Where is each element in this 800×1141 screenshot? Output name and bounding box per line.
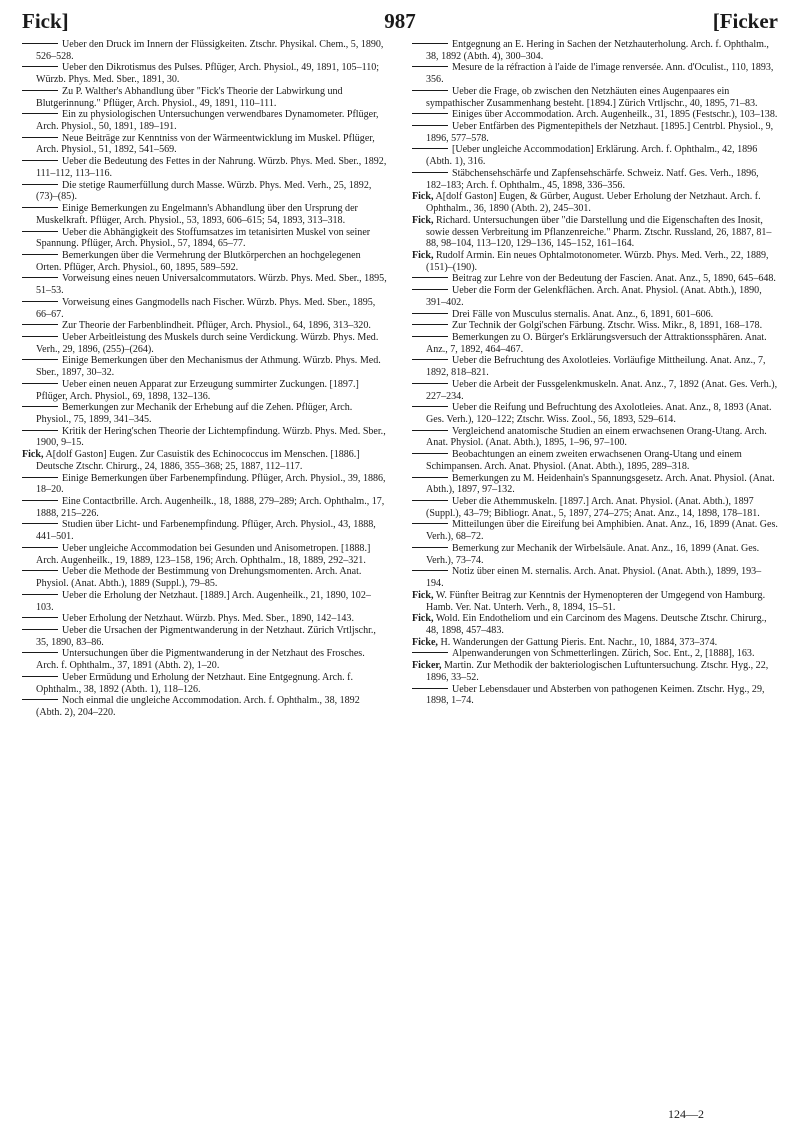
entry-text: Ueber den Dikrotismus des Pulses. Pflüger, Arch. Physiol., 49, 1891, 105–110; Würzb. Phys. Med. Sber., 1891, 30. [36,62,380,86]
bibliography-entry [412,121,778,144]
bibliography-entry [412,215,778,250]
ditto-dash [22,231,58,232]
bibliography-entry [412,285,778,308]
entry-text: Einige Bemerkungen zu Engelmann's Abhandlung über den Ursprung der Muskelkraft. Pflüger, Arch. Physiol., 53, 1893, 606–615; 54, 1893, 313–318. [36,203,358,226]
entry-text: Bemerkungen zu O. Bürger's Erklärungsversuch der Attraktionssphären. Anat. Anz., 7, 1892, 464–467. [426,331,767,355]
ditto-dash [22,523,58,524]
bibliography-entry [22,566,388,589]
entry-text: Eine Contactbrille. Arch. Augenheilk., 18, 1888, 279–289; Arch. Ophthalm., 17, 1888, 215–226. [36,496,385,519]
bibliography-entry [22,133,388,156]
ditto-dash [412,172,448,173]
bibliography-entry [412,590,778,613]
bibliography-entry [22,496,388,519]
ditto-dash [22,500,58,501]
author-surname: Fick, [412,191,434,203]
ditto-dash [22,113,58,114]
entry-text: Ueber die Befruchtung des Axolotleies. Vorläufige Mittheilung. Anat. Anz., 7, 1892, 818–821. [426,355,766,379]
bibliography-entry [412,473,778,496]
page-number: 987 [384,9,416,33]
ditto-dash [412,336,448,337]
ditto-dash [22,301,58,302]
bibliography-entry [22,648,388,671]
ditto-dash [412,430,448,431]
bibliography-entry [22,613,388,625]
entry-text: Stäbchensehschärfe und Zapfensehschärfe. Schweiz. Natf. Ges. Verh., 1896, 182–183; Arch. f. Ophthalm., 45, 1898, 336–356. [426,167,759,191]
author-surname: Ficker, [412,660,442,672]
ditto-dash [22,430,58,431]
bibliography-entry [412,648,778,660]
ditto-dash [22,406,58,407]
entry-text: Zur Theorie der Farbenblindheit. Pflüger, Arch. Physiol., 64, 1896, 313–320. [62,320,371,332]
entry-text: H. Wanderungen der Gattung Pieris. Ent. Nachr., 10, 1884, 373–374. [440,636,718,648]
bibliography-entry [412,566,778,589]
entry-text: A[dolf Gaston] Eugen, & Gürber, August. Ueber Erholung der Netzhaut. Arch. f. Ophthalm., 36, 1890 (Abth. 2), 245–301. [426,191,761,215]
ditto-dash [412,277,448,278]
entry-text: Neue Beiträge zur Kenntniss von der Wärmeentwicklung im Muskel. Pflüger, Arch. Physiol., 51, 1892, 541–569. [36,132,375,156]
entry-text: Ueber die Athemmuskeln. [1897.] Arch. Anat. Physiol. (Anat. Abth.), 1897 (Suppl.), 43–79; Bibliogr. Anat., 5, 1897, 274–275; Anat. Anz., 14, 1898, 178–181. [426,496,760,519]
bibliography-entry [22,250,388,273]
entry-text: Martin. Zur Methodik der bakteriologischen Luftuntersuchung. Ztschr. Hyg., 22, 1896, 33–52. [426,660,769,683]
entry-text: Ueber die Abhängigkeit des Stoffumsatzes im tetanisirten Muskel von seiner Spannung. Pflüger, Arch. Physiol., 57, 1894, 65–77. [36,226,371,250]
entry-text: Mitteilungen über die Eireifung bei Amphibien. Anat. Anz., 16, 1899 (Anat. Ges. Verh.), 68–72. [426,519,778,543]
ditto-dash [22,90,58,91]
ditto-dash [412,113,448,114]
entry-text: Untersuchungen über die Pigmentwanderung in der Netzhaut des Frosches. Arch. f. Ophthalm., 37, 1891 (Abth. 2), 1–20. [36,648,365,672]
ditto-dash [412,500,448,501]
entry-text: Kritik der Hering'schen Theorie der Lichtempfindung. Würzb. Phys. Med. Sber., 1900, 9–15. [36,425,386,449]
bibliography-entry [412,39,778,62]
bibliography-entry [412,496,778,519]
bibliography-entry [412,379,778,402]
entry-text: Notiz über einen M. sternalis. Arch. Anat. Physiol. (Anat. Abth.), 1899, 193–194. [426,566,762,590]
author-surname: Fick, [412,249,434,261]
bibliography-entry [22,695,388,718]
bibliography-entry [412,191,778,214]
entry-text: Rudolf Armin. Ein neues Ophtalmotonometer. Würzb. Phys. Med. Verh., 22, 1889, (151)–(190). [426,249,769,273]
bibliography-entry [22,273,388,296]
entry-text: Ueber Entfärben des Pigmentepithels der Netzhaut. [1895.] Centrbl. Physiol., 9, 1896, 577–578. [426,121,774,144]
entry-text: Wold. Ein Endotheliom und ein Carcinom des Magens. Deutsche Ztschr. Chirurg., 48, 1898, 457–483. [426,613,767,636]
bibliography-entry [412,332,778,355]
ditto-dash [22,547,58,548]
bibliography-entry [412,62,778,85]
entry-text: Bemerkungen über die Vermehrung der Blutkörperchen an hochgelegenen Orten. Pflüger, Arch. Physiol., 60, 1895, 589–592. [36,249,361,273]
bibliography-entry [412,613,778,636]
entry-text: Ueber Arbeitleistung des Muskels durch seine Verdickung. Würzb. Phys. Med. Verh., 29, 1896, (255)–(264). [36,331,379,355]
bibliography-entry [412,309,778,321]
header-left-name: Fick] [22,9,69,33]
entry-text: Studien über Licht- und Farbenempfindung. Pflüger, Arch. Physiol., 43, 1888, 441–501. [36,519,376,543]
ditto-dash [412,383,448,384]
ditto-dash [412,477,448,478]
bibliography-entry [22,203,388,226]
entry-text: Bemerkung zur Mechanik der Wirbelsäule. Anat. Anz., 16, 1899 (Anat. Ges. Verh.), 73–74. [426,542,760,566]
bibliography-entry [22,379,388,402]
entry-text: Ueber den Druck im Innern der Flüssigkeiten. Ztschr. Physikal. Chem., 5, 1890, 526–528. [36,39,384,62]
bibliography-entry [22,320,388,332]
bibliography-entry [412,402,778,425]
entry-text: Ueber Ermüdung und Erholung der Netzhaut. Eine Entgegnung. Arch. f. Ophthalm., 38, 1892 (Abth. 1), 118–126. [36,671,354,695]
entry-text: Ueber die Erholung der Netzhaut. [1889.] Arch. Augenheilk., 21, 1890, 102–103. [36,589,371,613]
bibliography-entry [22,426,388,449]
ditto-dash [22,617,58,618]
bibliography-entry [412,109,778,121]
entry-text: Beitrag zur Lehre von der Bedeutung der Fascien. Anat. Anz., 5, 1890, 645–648. [452,273,776,285]
bibliography-entry [412,168,778,191]
entry-text: Einige Bemerkungen über den Mechanismus der Athmung. Würzb. Phys. Med. Sber., 1897, 30–32. [36,355,381,379]
left-column [22,39,388,719]
entry-text: Drei Fälle von Musculus sternalis. Anat. Anz., 6, 1891, 601–606. [452,308,714,320]
entry-text: Bemerkungen zu M. Heidenhain's Spannungsgesetz. Arch. Anat. Physiol. (Anat. Abth.), 1897, 97–132. [426,472,775,496]
bibliography-entry [22,473,388,496]
ditto-dash [412,688,448,689]
bibliography-entry [22,39,388,62]
entry-text: Beobachtungen an einem zweiten erwachsenen Orang-Utang und einem Schimpansen. Arch. Anat. Physiol. (Anat. Abth.), 1895, 289–318. [426,449,742,472]
entry-text: Ueber die Ursachen der Pigmentwanderung in der Netzhaut. Zürich Vrtljschr., 35, 1890, 83–86. [36,624,376,648]
bibliography-entry [22,109,388,132]
entry-text: Ueber Erholung der Netzhaut. Würzb. Phys. Med. Sber., 1890, 142–143. [62,613,354,625]
ditto-dash [412,313,448,314]
entry-text: Ueber ungleiche Accommodation bei Gesunden und Anisometropen. [1888.] Arch. Augenheilk., 19, 1889, 123–158, 196; Arch. Ophthalm., 18, 1889, 292–321. [36,542,371,566]
ditto-dash [412,547,448,548]
ditto-dash [22,254,58,255]
bibliography-entry [412,519,778,542]
ditto-dash [412,43,448,44]
ditto-dash [22,629,58,630]
ditto-dash [22,207,58,208]
bibliography-entry [22,355,388,378]
bibliography-entry [22,625,388,648]
entry-text: Alpenwanderungen von Schmetterlingen. Zürich, Soc. Ent., 2, [1888], 163. [452,648,755,660]
bibliography-entry [412,86,778,109]
author-surname: Ficke, [412,636,438,648]
entry-text: [Ueber ungleiche Accommodation] Erklärung. Arch. f. Ophthalm., 42, 1896 (Abth. 1), 316. [426,144,758,168]
bibliography-entry [412,426,778,449]
entry-text: Richard. Untersuchungen über "die Darstellung und die Eigenschaften des Inosit, sowie dessen Verbreitung im Pflanzenreiche." Pharm. Ztschr. Russland, 26, 1887, 81–88, 98–104, 113–120, 129–136, 145–152, 161–164. [426,214,772,250]
ditto-dash [412,324,448,325]
header-right-name: [Ficker [712,9,778,33]
bibliography-entry [412,355,778,378]
entry-text: Ueber Lebensdauer und Absterben von pathogenen Keimen. Ztschr. Hyg., 29, 1898, 1–74. [426,683,765,707]
bibliography-entry [22,332,388,355]
ditto-dash [22,184,58,185]
ditto-dash [412,570,448,571]
ditto-dash [22,324,58,325]
ditto-dash [22,383,58,384]
entry-text: W. Fünfter Beitrag zur Kenntnis der Hymenopteren der Umgegend von Hamburg. Hamb. Ver. Nat. Unterh. Verh., 8, 1894, 15–51. [426,589,766,613]
page-header [22,8,778,34]
bibliography-entry [412,637,778,649]
ditto-dash [22,594,58,595]
entry-text: Ueber die Reifung und Befruchtung des Axolotleies. Anat. Anz., 8, 1893 (Anat. Ges. Verh.), 120–122; Ztschr. Wiss. Zool., 56, 1893, 529–614. [426,402,772,425]
bibliography-entry [22,519,388,542]
bibliography-entry [22,543,388,566]
ditto-dash [412,523,448,524]
bibliography-entry [22,227,388,250]
entry-text: Mesure de la réfraction à l'aide de l'image renversée. Ann. d'Oculist., 110, 1893, 356. [426,62,774,86]
entry-text: Vorweisung eines neuen Universalcommutators. Würzb. Phys. Med. Sber., 1895, 51–53. [36,273,387,297]
ditto-dash [22,359,58,360]
ditto-dash [22,336,58,337]
author-surname: Fick, [412,589,434,601]
ditto-dash [412,66,448,67]
bibliography-entry [22,62,388,85]
ditto-dash [22,477,58,478]
bibliography-entry [22,297,388,320]
ditto-dash [22,137,58,138]
entry-text: Ueber die Arbeit der Fussgelenkmuskeln. Anat. Anz., 7, 1892 (Anat. Ges. Verh.), 227–234. [426,378,778,402]
entry-text: Einiges über Accommodation. Arch. Augenheilk., 31, 1895 (Festschr.), 103–138. [452,109,778,121]
entry-text: Zur Technik der Golgi'schen Färbung. Ztschr. Wiss. Mikr., 8, 1891, 168–178. [452,320,763,332]
entry-text: Ein zu physiologischen Untersuchungen verwendbares Dynamometer. Pflüger, Arch. Physiol., 50, 1891, 189–191. [36,109,379,133]
bibliography-entry [412,250,778,273]
ditto-dash [22,570,58,571]
bibliography-entry [22,449,388,472]
ditto-dash [412,148,448,149]
entry-text: Ueber die Frage, ob zwischen den Netzhäuten eines Augenpaares ein sympathischer Zusammenhang besteht. [1894.] Zürich Vrtljschr., 40, 1895, 71–83. [426,85,758,109]
author-surname: Fick, [22,449,44,461]
entry-text: Vergleichend anatomische Studien an einem erwachsenen Orang-Utang. Arch. Anat. Physiol. (Anat. Abth.), 1895, 1–96, 97–100. [426,425,767,449]
entry-text: Die stetige Raumerfüllung durch Masse. Würzb. Phys. Med. Verh., 25, 1892, (73)–(85). [36,179,372,203]
signature-mark: 124—2 [668,1107,704,1121]
entry-text: Zu P. Walther's Abhandlung über "Fick's Theorie der Labwirkung und Blutgerinnung." Pflüger, Arch. Physiol., 49, 1891, 110–111. [36,85,343,109]
ditto-dash [412,289,448,290]
bibliography-entry [412,144,778,167]
ditto-dash [22,160,58,161]
ditto-dash [412,652,448,653]
bibliography-entry [22,86,388,109]
bibliography-entry [22,156,388,179]
ditto-dash [22,66,58,67]
bibliography-entry [412,273,778,285]
ditto-dash [22,699,58,700]
bibliography-entry [412,449,778,472]
ditto-dash [22,43,58,44]
bibliography-entry [412,660,778,683]
bibliography-entry [412,684,778,707]
bibliography-entry [22,590,388,613]
ditto-dash [412,90,448,91]
ditto-dash [412,406,448,407]
entry-text: Entgegnung an E. Hering in Sachen der Netzhauterholung. Arch. f. Ophthalm., 38, 1892 (Abth. 4), 300–304. [426,39,769,62]
bibliography-entry [22,402,388,425]
entry-text: Ueber einen neuen Apparat zur Erzeugung summirter Zuckungen. [1897.] Pflüger, Arch. Physiol., 69, 1898, 132–136. [36,378,359,402]
entry-text: A[dolf Gaston] Eugen. Zur Casuistik des Echinococcus im Menschen. [1886.] Deutsche Ztschr. Chirurg., 24, 1886, 355–368; 25, 1887, 112–117. [36,449,360,472]
right-column [412,39,778,707]
entry-text: Ueber die Methode der Bestimmung von Drehungsmomenten. Arch. Anat. Physiol. (Anat. Abth.), 1889 (Suppl.), 79–85. [36,566,362,590]
ditto-dash [412,125,448,126]
entry-text: Ueber die Form der Gelenkflächen. Arch. Anat. Physiol. (Anat. Abth.), 1890, 391–402. [426,285,762,308]
bibliography-entry [22,672,388,695]
ditto-dash [22,277,58,278]
bibliography-entry [22,180,388,203]
entry-text: Bemerkungen zur Mechanik der Erhebung auf die Zehen. Pflüger, Arch. Physiol., 75, 1899, 341–345. [36,402,353,425]
entry-text: Einige Bemerkungen über Farbenempfindung. Pflüger, Arch. Physiol., 39, 1886, 18–20. [36,472,386,496]
bibliography-entry [412,320,778,332]
entry-text: Vorweisung eines Gangmodells nach Fischer. Würzb. Phys. Med. Sber., 1895, 66–67. [36,296,376,320]
entry-text: Ueber die Bedeutung des Fettes in der Nahrung. Würzb. Phys. Med. Sber., 1892, 111–112, 113–116. [36,156,387,179]
ditto-dash [412,359,448,360]
author-surname: Fick, [412,214,434,226]
ditto-dash [22,676,58,677]
entry-text: Noch einmal die ungleiche Accommodation. Arch. f. Ophthalm., 38, 1892 (Abth. 2), 204–220. [36,695,360,718]
bibliography-entry [412,543,778,566]
ditto-dash [412,453,448,454]
ditto-dash [22,652,58,653]
author-surname: Fick, [412,613,434,625]
